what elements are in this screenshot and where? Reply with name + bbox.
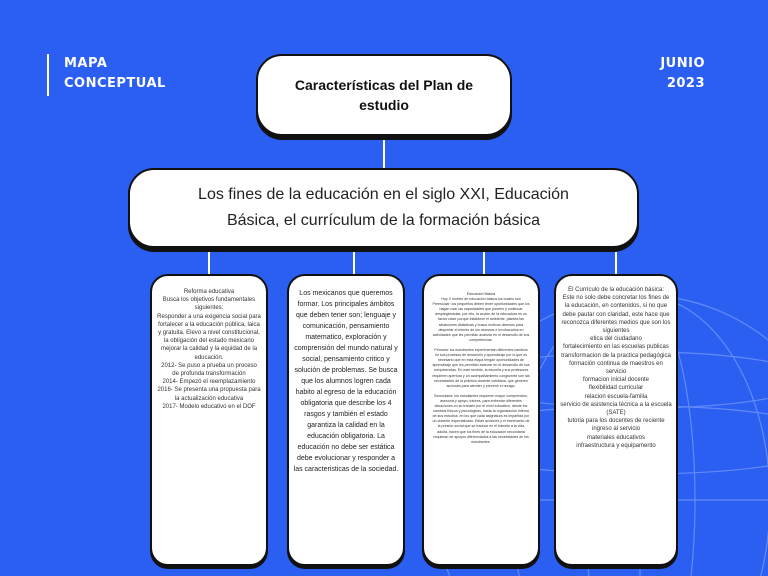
card-curriculo-educacion-basica	[554, 274, 678, 566]
card-text: Educación Básica Hoy X niveles de educación básica los cuales son Preescolar: los pequeños deben tener oportunidades que los hagan usar las capacidades que poseen y continuar desplegándolas, por ello, la acción de la educadora es un factor clave porque establece el ambiente, plantea las situaciones didácticas y busca motivos diversos para despertar el interés de los alumnos e involucrarlos en actividades que les permitan avanzar en el desarrollo de sus competencias. Primaria: los estudiantes experimentan diferentes cambios en sus procesos de desarrollo y aprendizaje por lo que es necesario que en esta etapa tengan oportunidades de aprendizaje que les permitan avanzar en el desarrollo de sus competencias. En este sentido, la escuela y sus profesores requieren apertura y un acompañamiento congruente con las necesidades de la práctica docente cotidiana, que generen acciones para atender y prevenir el rezago. Secundaria: los estudiantes requieren mayor comprensión, asesoría y apoyo; tutores, para enfrentar diferentes situaciones en su tránsito por el nivel educativo, desde los cambios físicos y psicológicos, hasta la organización interna de sus estudios, en los que cada asignatura es impartida por un docente especializado. Estas acciones y el incremento de la presión social que se traduce en el tránsito a la vida adulta, hacen que los fines de la educación secundaria requieran de apoyos diferenciados a las necesidades de los estudiantes.	[432, 292, 530, 444]
header-accent-bar	[47, 54, 49, 96]
title-node	[256, 54, 512, 136]
header-left-line1: MAPA	[64, 56, 108, 71]
header-right-line1: JUNIO	[660, 56, 705, 71]
card-text: Reforma educativa Busca los objetivos fundamentales siguientes: Responder a una exigencia social para fortalecer a la educación pública, laica y gratuita. Elevo a nivel constitucional, la obligación del estado mexicano mejorar la calidad y la equidad de la educación. 2012- Se puso a prueba un proceso de profunda transformación 2014- Empezó el reemplazamiento 2016- Se presenta una propuesta para la actualización educativa 2017- Modelo educativo en el DOF	[157, 289, 261, 410]
header-right	[660, 54, 705, 94]
connector-main-card2	[353, 252, 355, 274]
connector-main-card4	[615, 252, 617, 274]
card-text: El Currículo de la educación básica: Este no solo debe concretar los fines de la educación, en contenidos, si no que debe pautar con claridad, este hace que reconozca diferentes medios que son los siguientes etica del ciudadano fortalecimiento en las escuelas publicas transformacion de la practica pedagógica formación continua de maestros en servicio formacion inicial docente flexibilidad curricular relacion escuela-familia servicio de asistencia técnica a la escuela (SATE) tutoria para los docentes de reciente ingreso al servicio materiales educativos infraestructura y equipamento	[560, 287, 672, 449]
connector-title-main	[383, 140, 385, 168]
main-topic-node	[128, 168, 639, 248]
card-text: Los mexicanos que queremos formar. Los principales ámbitos que deben tener son; lenguaje y comunicación, pensamiento matematico, exploración y comprensión del mundo natural y social, pensamiento critico y solución de problemas. Se busca que los alumnos logren cada habito al egreso de la educación obligatoria que describe los 4 rasgos y también el estado garantiza la calidad en la educación obligatoria. La educación no debe ser estática debe evolucionar y responder a las caracteristicas de la sociedad.	[293, 290, 399, 473]
header-left	[64, 54, 166, 94]
header-right-line2: 2023	[666, 76, 705, 91]
card-educacion-basica	[422, 274, 540, 566]
header-left-line2: CONCEPTUAL	[64, 76, 166, 91]
main-topic-text: Los fines de la educación en el siglo XXI, Educación Básica, el currículum de la formación básica	[198, 186, 569, 229]
card-mexicanos-que-queremos-formar	[287, 274, 405, 566]
connector-main-card1	[208, 252, 210, 274]
card-reforma-educativa	[150, 274, 268, 566]
title-text: Características del Plan de estudio	[294, 77, 474, 113]
connector-main-card3	[483, 252, 485, 274]
